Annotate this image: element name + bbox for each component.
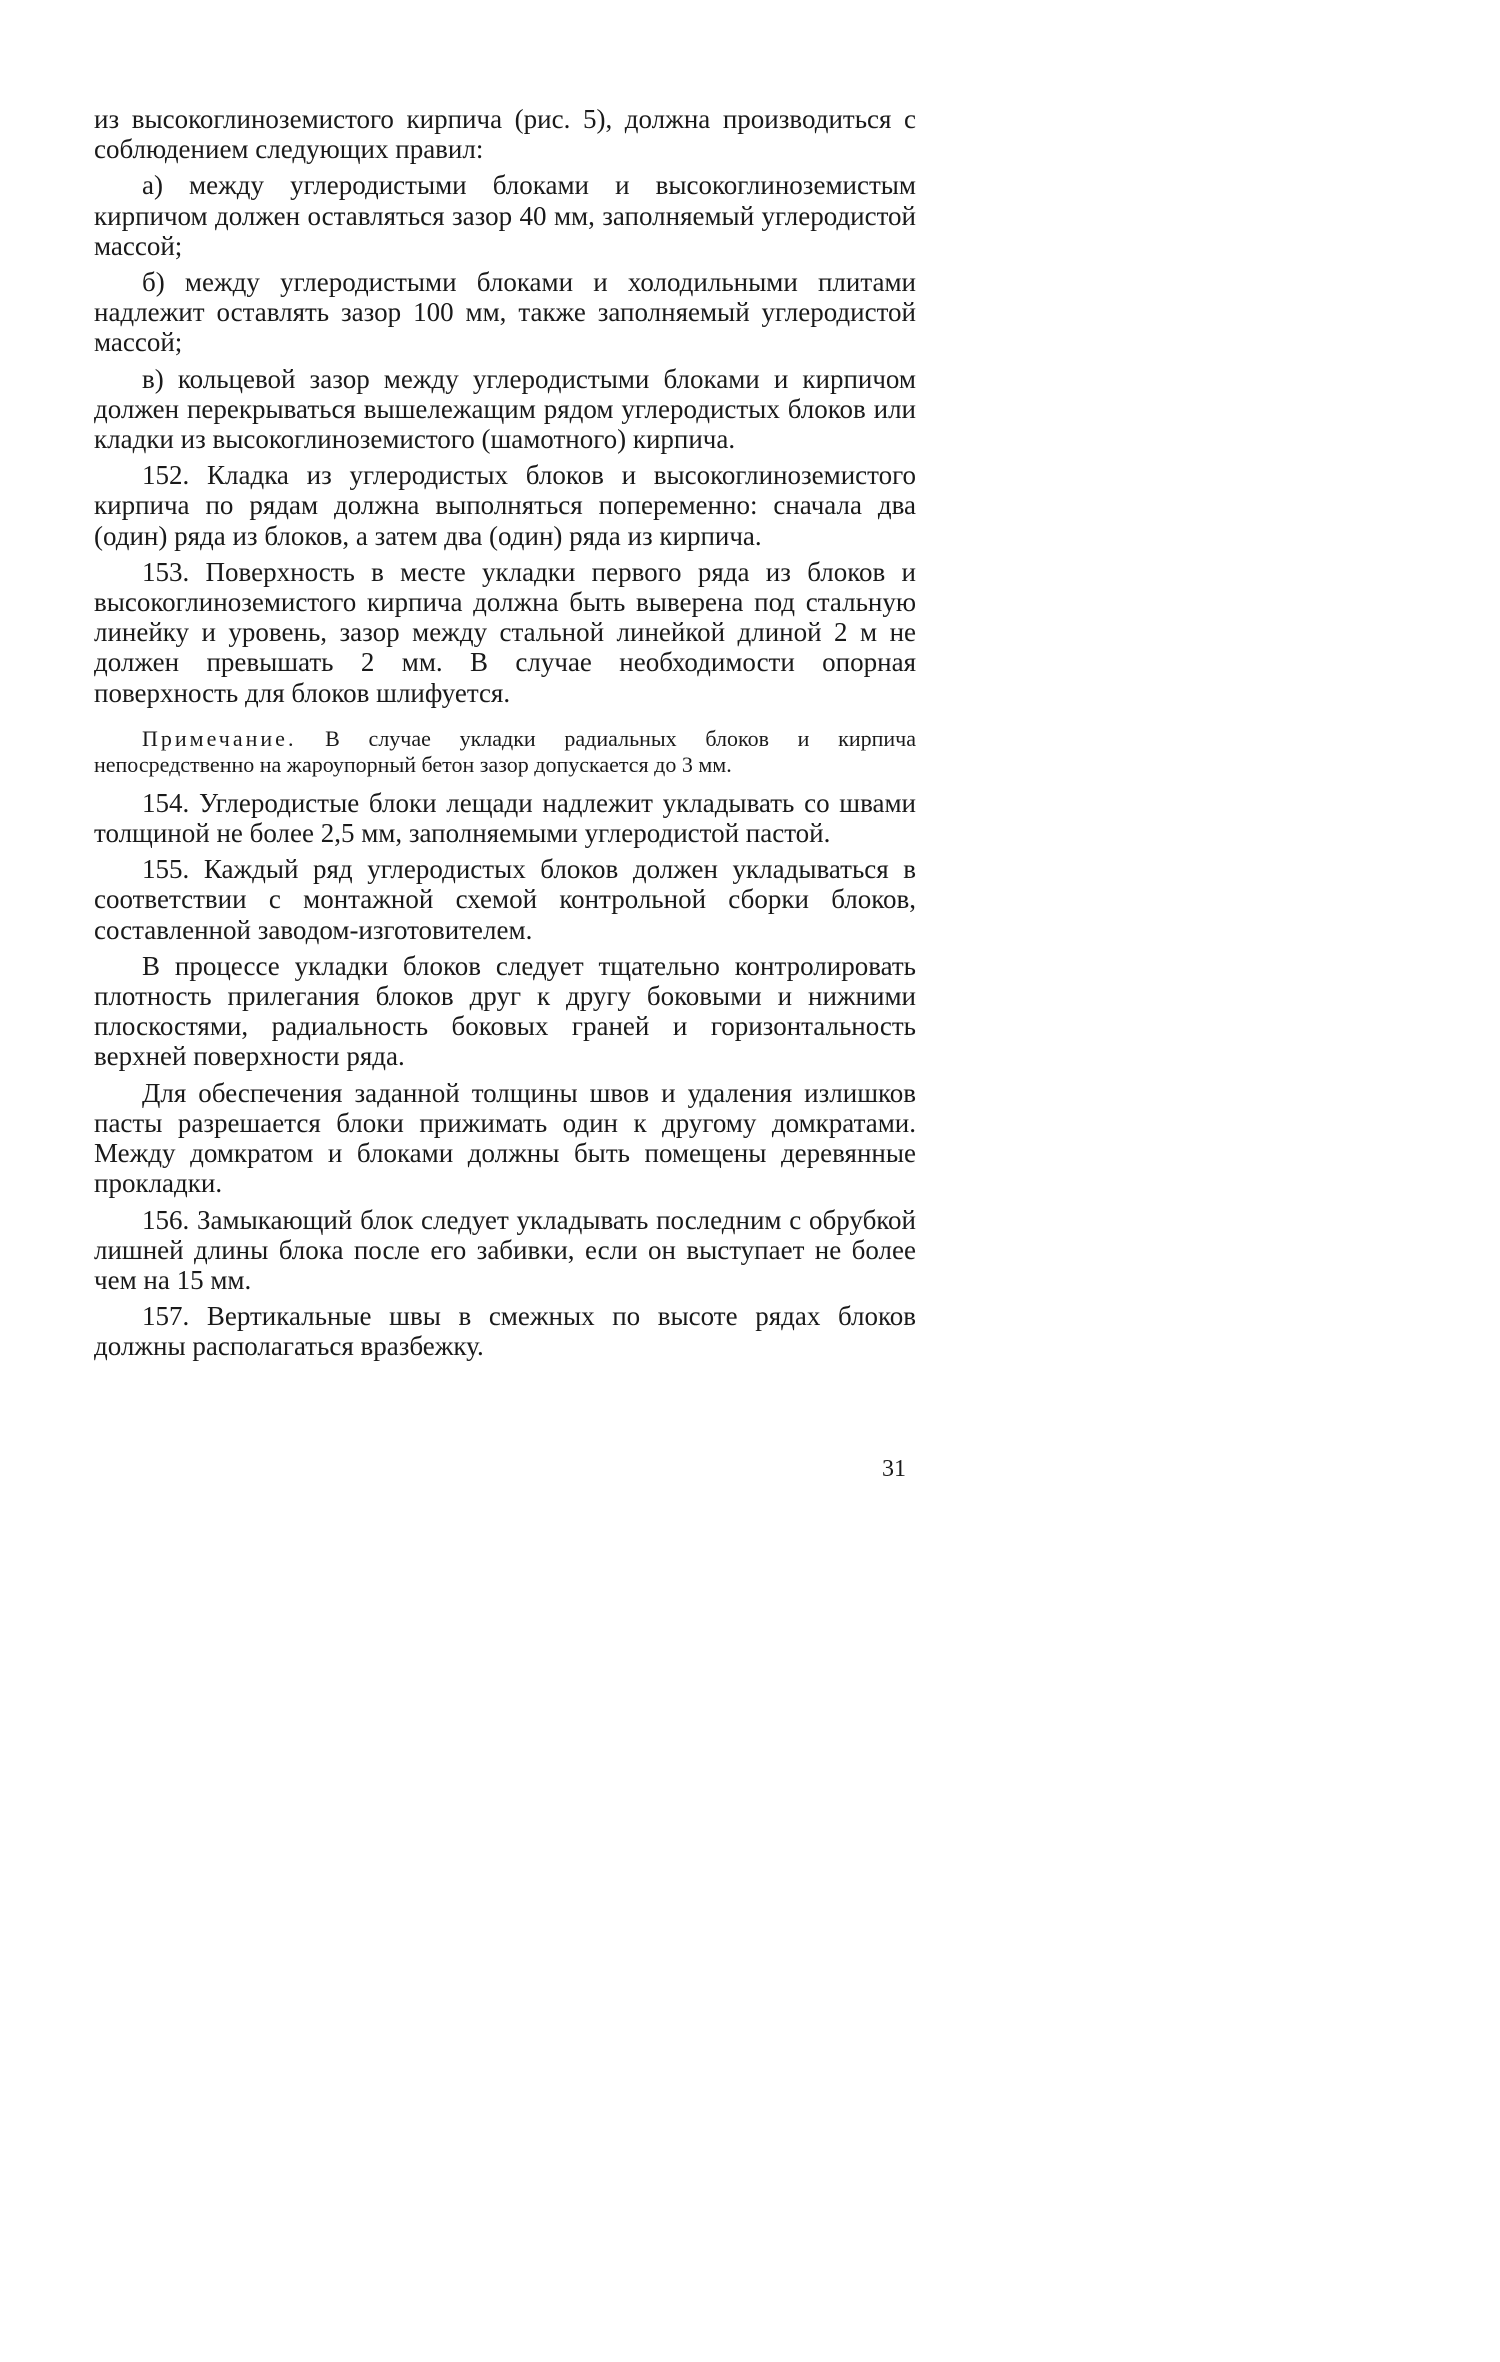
page-number: 31 [882,1456,906,1482]
page-body [94,104,916,1368]
paragraph-156: 156. Замыкающий блок следует укладывать последним с обрубкой лишней длины блока после его забивки, если он выступает не более чем на 15 мм. [94,1204,916,1295]
note [94,726,916,778]
note-label: Примечание. [142,725,297,751]
paragraph-rule-a: а) между углеродистыми блоками и высокоглиноземистым кирпичом должен оставляться зазор 40 мм, заполняемый углеродистой массой; [94,170,916,261]
paragraph-157: 157. Вертикальные швы в смежных по высоте рядах блоков должны располагаться вразбежку. [94,1301,916,1362]
paragraph-153: 153. Поверхность в месте укладки первого ряда из блоков и высокоглиноземистого кирпича должна быть выверена под стальную линейку и уровень, зазор между стальной линейкой длиной 2 м не должен превышать 2 мм. В случае необходимости опорная поверхность для блоков шлифуется. [94,556,916,708]
paragraph-control: В процессе укладки блоков следует тщательно контролировать плотность прилегания блоков друг к другу боковыми и нижними плоскостями, радиальность боковых граней и горизонтальность верхней поверхности ряда. [94,950,916,1072]
paragraph-rule-b: б) между углеродистыми блоками и холодильными плитами надлежит оставлять зазор 100 мм, также заполняемый углеродистой массой; [94,267,916,358]
paragraph-intro: из высокоглиноземистого кирпича (рис. 5), должна производиться с соблюдением следующих правил: [94,104,916,165]
paragraph-152: 152. Кладка из углеродистых блоков и высокоглиноземистого кирпича по рядам должна выполняться попеременно: сначала два (один) ряда из блоков, а затем два (один) ряда из кирпича. [94,460,916,551]
paragraph-155: 155. Каждый ряд углеродистых блоков должен укладываться в соответствии с монтажной схемой контрольной сборки блоков, составленной заводом-изготовителем. [94,854,916,945]
note-text: В случае укладки радиальных блоков и кирпича непосредственно на жароупорный бетон зазор допускается до 3 мм. [94,725,916,777]
paragraph-jacks: Для обеспечения заданной толщины швов и удаления излишков пасты разрешается блоки прижимать один к другому домкратами. Между домкратом и блоками должны быть помещены деревянные прокладки. [94,1077,916,1199]
paragraph-rule-c: в) кольцевой зазор между углеродистыми блоками и кирпичом должен перекрываться вышележащим рядом углеродистых блоков или кладки из высокоглиноземистого (шамотного) кирпича. [94,363,916,455]
paragraph-154: 154. Углеродистые блоки лещади надлежит укладывать со швами толщиной не более 2,5 мм, заполняемыми углеродистой пастой. [94,787,916,849]
